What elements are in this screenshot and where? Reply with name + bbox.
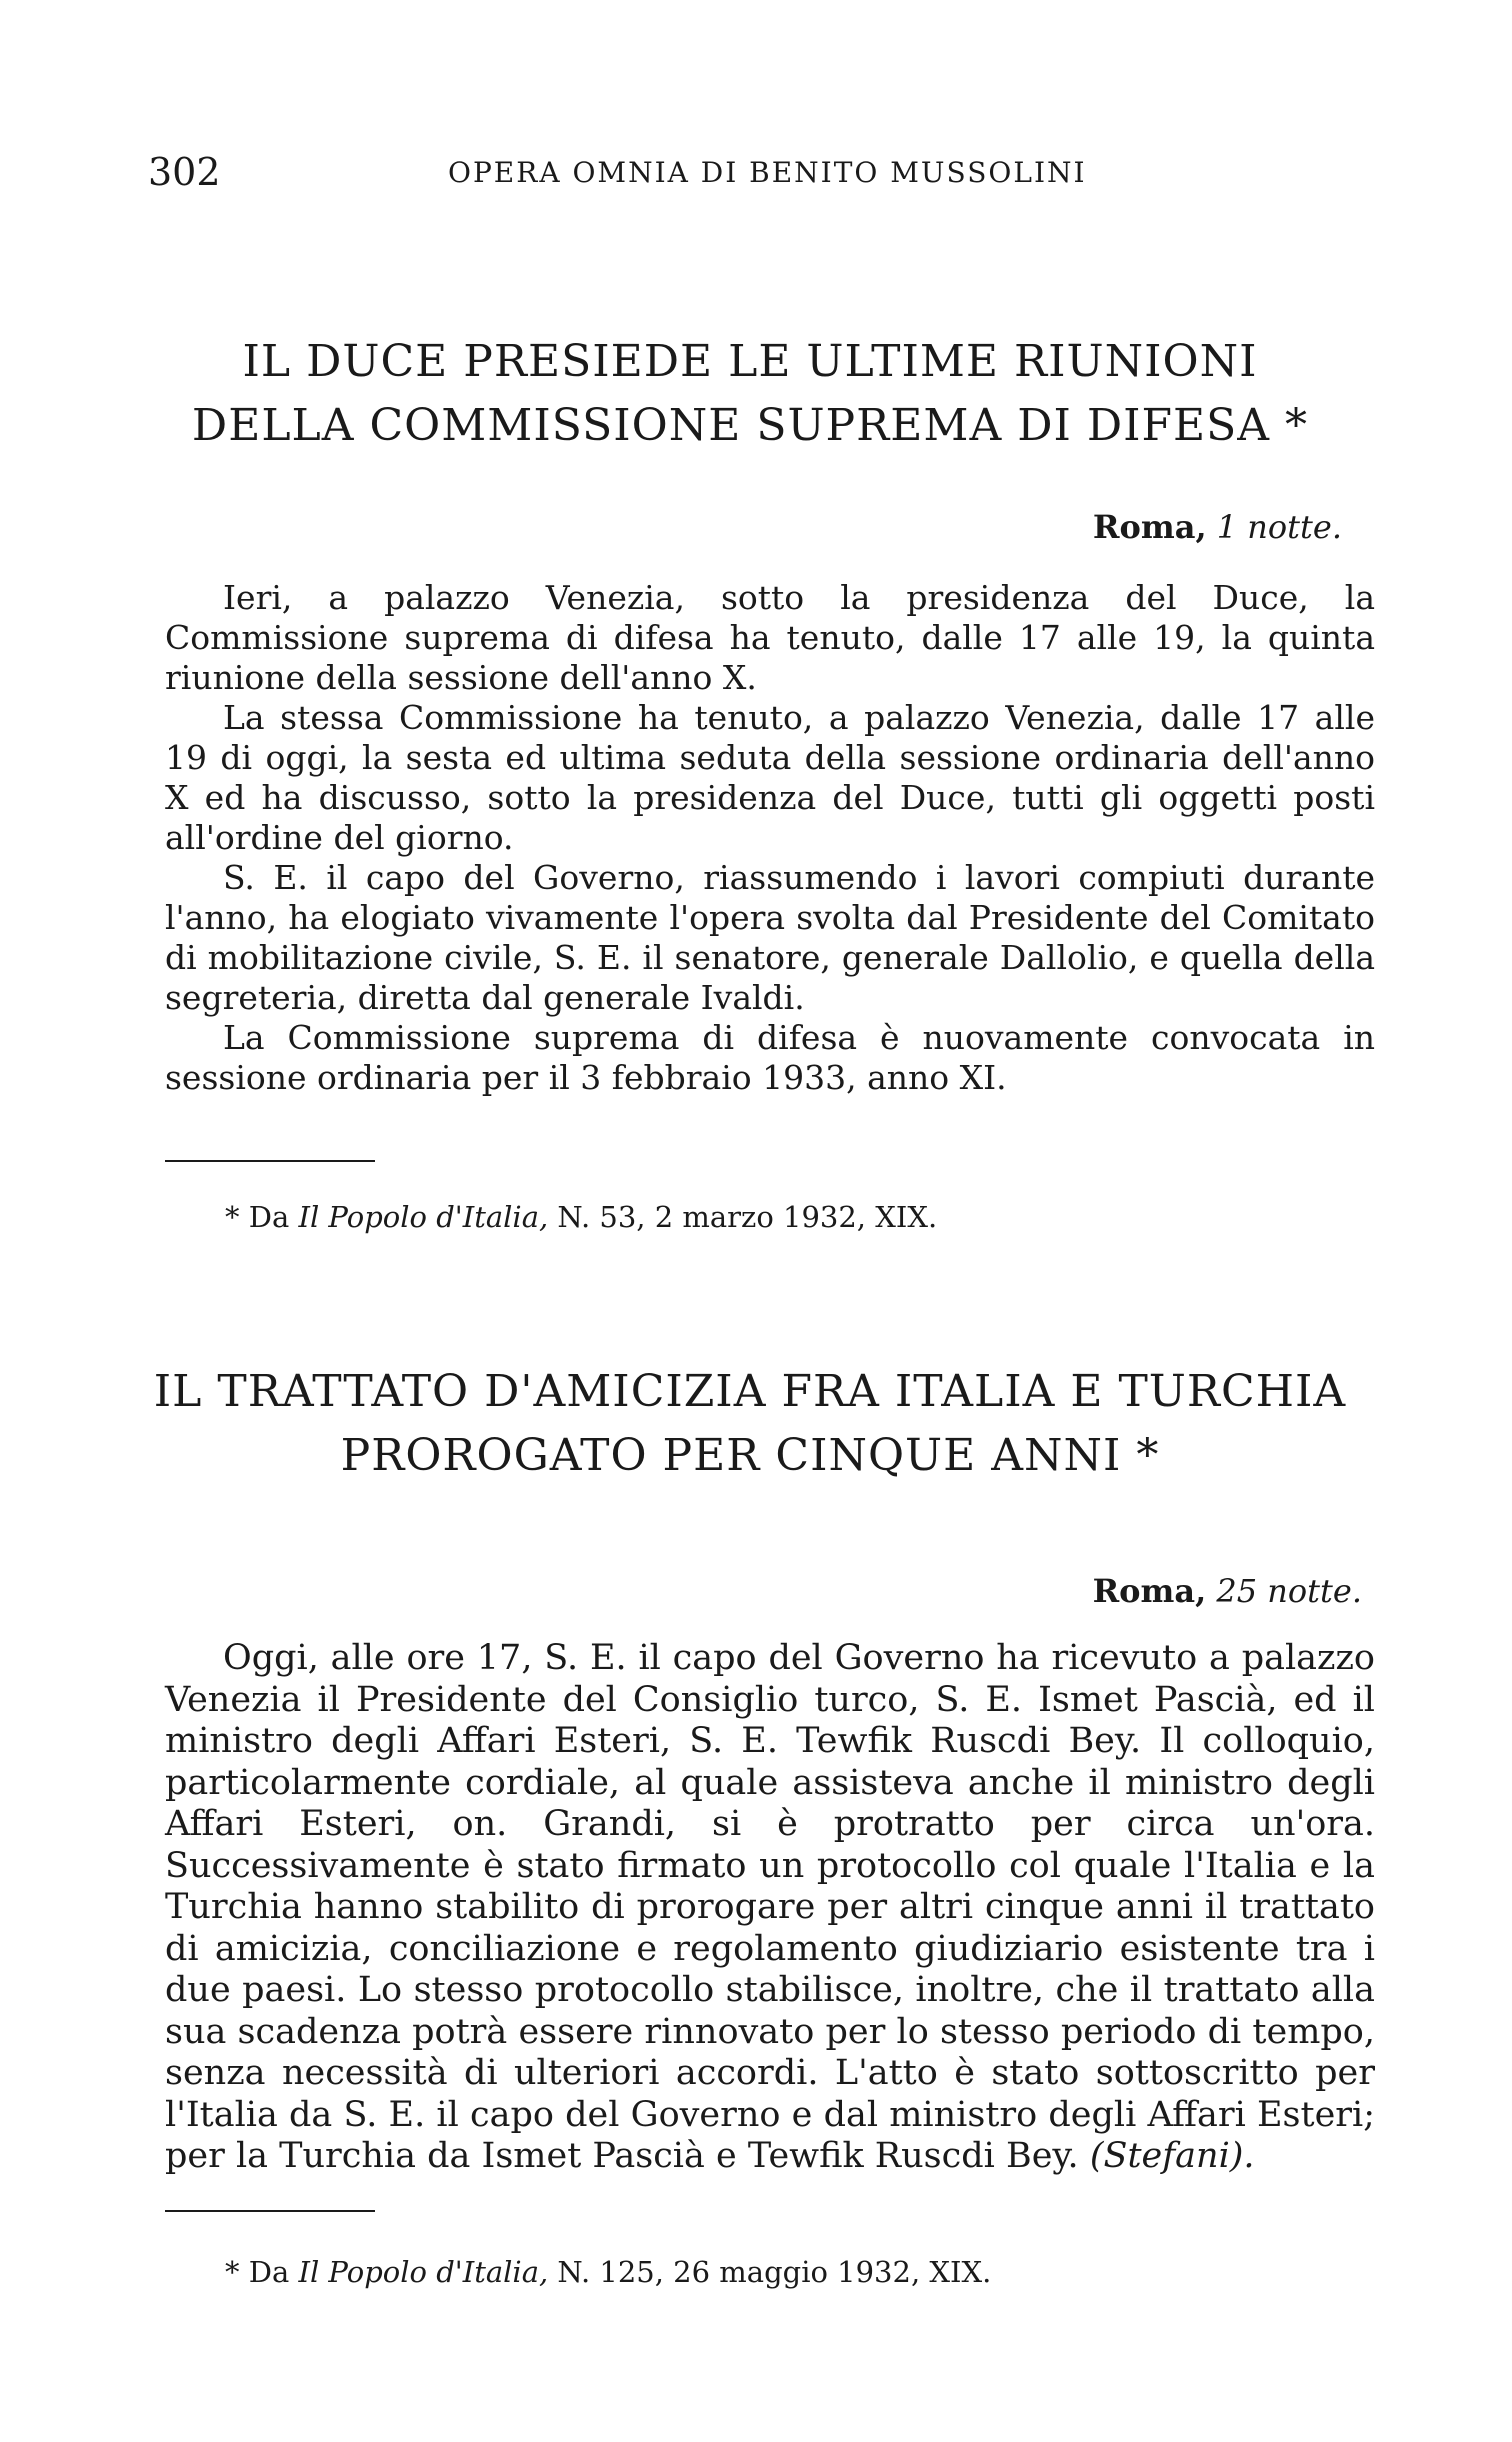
article2-title-line2: PROROGATO PER CINQUE ANNI *	[340, 1430, 1160, 1481]
article2-title	[150, 1360, 1350, 1488]
article1-dateline-city: Roma,	[1092, 508, 1207, 546]
article1-footnote-source: Il Popolo d'Italia,	[298, 1200, 549, 1234]
article2-dateline-city: Roma,	[1092, 1572, 1207, 1610]
article1-title-line2: DELLA COMMISSIONE SUPREMA DI DIFESA *	[191, 400, 1309, 451]
article2-dateline-time: 25 notte.	[1216, 1572, 1362, 1610]
article2-footnote-rule	[165, 2210, 375, 2212]
article2-title-line1: IL TRATTATO D'AMICIZIA FRA ITALIA E TURCHIA	[153, 1366, 1347, 1417]
article1-paragraph-2: La stessa Commissione ha tenuto, a palazzo Venezia, dalle 17 alle 19 di oggi, la sesta ed ultima seduta della sessione ordinaria dell'anno X ed ha discusso, sotto la presidenza del Duce, tutti gli oggetti posti all'ordine del giorno.	[165, 698, 1375, 857]
article1-footnote	[225, 1200, 937, 1234]
article2-paragraph-text: Oggi, alle ore 17, S. E. il capo del Governo ha ricevuto a palazzo Venezia il Presidente del Consiglio turco, S. E. Ismet Pascià, ed il ministro degli Affari Esteri, S. E. Tewfik Ruscdi Bey. Il colloquio, particolarmente cordiale, al quale assisteva anche il ministro degli Affari Esteri, on. Grandi, si è protratto per circa un'ora. Successivamente è stato firmato un protocollo col quale l'Italia e la Turchia hanno stabilito di prorogare per altri cinque anni il trattato di amicizia, conciliazione e regolamento giudiziario esistente tra i due paesi. Lo stesso protocollo stabilisce, inoltre, che il trattato alla sua scadenza potrà essere rinnovato per lo stesso periodo di tempo, senza necessità di ulteriori accordi. L'atto è stato sottoscritto per l'Italia da S. E. il capo del Governo e dal ministro degli Affari Esteri; per la Turchia da Ismet Pascià e Tewfik Ruscdi Bey.	[165, 1638, 1375, 2176]
running-head	[148, 150, 1412, 200]
article1-footnote-rule	[165, 1160, 375, 1162]
article2-footnote	[225, 2255, 991, 2289]
article1-dateline	[1093, 508, 1342, 546]
article1-dateline-time: 1 notte.	[1216, 508, 1342, 546]
article1-footnote-prefix: * Da	[225, 1200, 290, 1234]
article2-footnote-details: N. 125, 26 maggio 1932, XIX.	[557, 2255, 992, 2289]
article2-footnote-source: Il Popolo d'Italia,	[298, 2255, 549, 2289]
article1-paragraph-4: La Commissione suprema di difesa è nuovamente convocata in sessione ordinaria per il 3 febbraio 1933, anno XI.	[165, 1018, 1375, 1097]
article2-body	[165, 1638, 1375, 2178]
article1-footnote-details: N. 53, 2 marzo 1932, XIX.	[557, 1200, 938, 1234]
article2-footnote-prefix: * Da	[225, 2255, 290, 2289]
article1-paragraph-1: Ieri, a palazzo Venezia, sotto la presidenza del Duce, la Commissione suprema di difesa ha tenuto, dalle 17 alle 19, la quinta riunione della sessione dell'anno X.	[165, 578, 1375, 697]
running-title: OPERA OMNIA DI BENITO MUSSOLINI	[448, 156, 1087, 189]
article2-dateline	[1093, 1572, 1362, 1610]
article2-paragraph	[165, 1638, 1375, 2178]
article1-paragraph-3: S. E. il capo del Governo, riassumendo i lavori compiuti durante l'anno, ha elogiato vivamente l'opera svolta dal Presidente del Comitato di mobilitazione civile, S. E. il senatore, generale Dallolio, e quella della segreteria, diretta dal generale Ivaldi.	[165, 858, 1375, 1017]
article2-paragraph-credit: (Stefani).	[1089, 2136, 1255, 2176]
page-number: 302	[148, 150, 221, 194]
article1-title	[150, 330, 1350, 458]
article1-body	[165, 578, 1375, 1098]
article1-title-line1: IL DUCE PRESIEDE LE ULTIME RIUNIONI	[242, 336, 1258, 387]
